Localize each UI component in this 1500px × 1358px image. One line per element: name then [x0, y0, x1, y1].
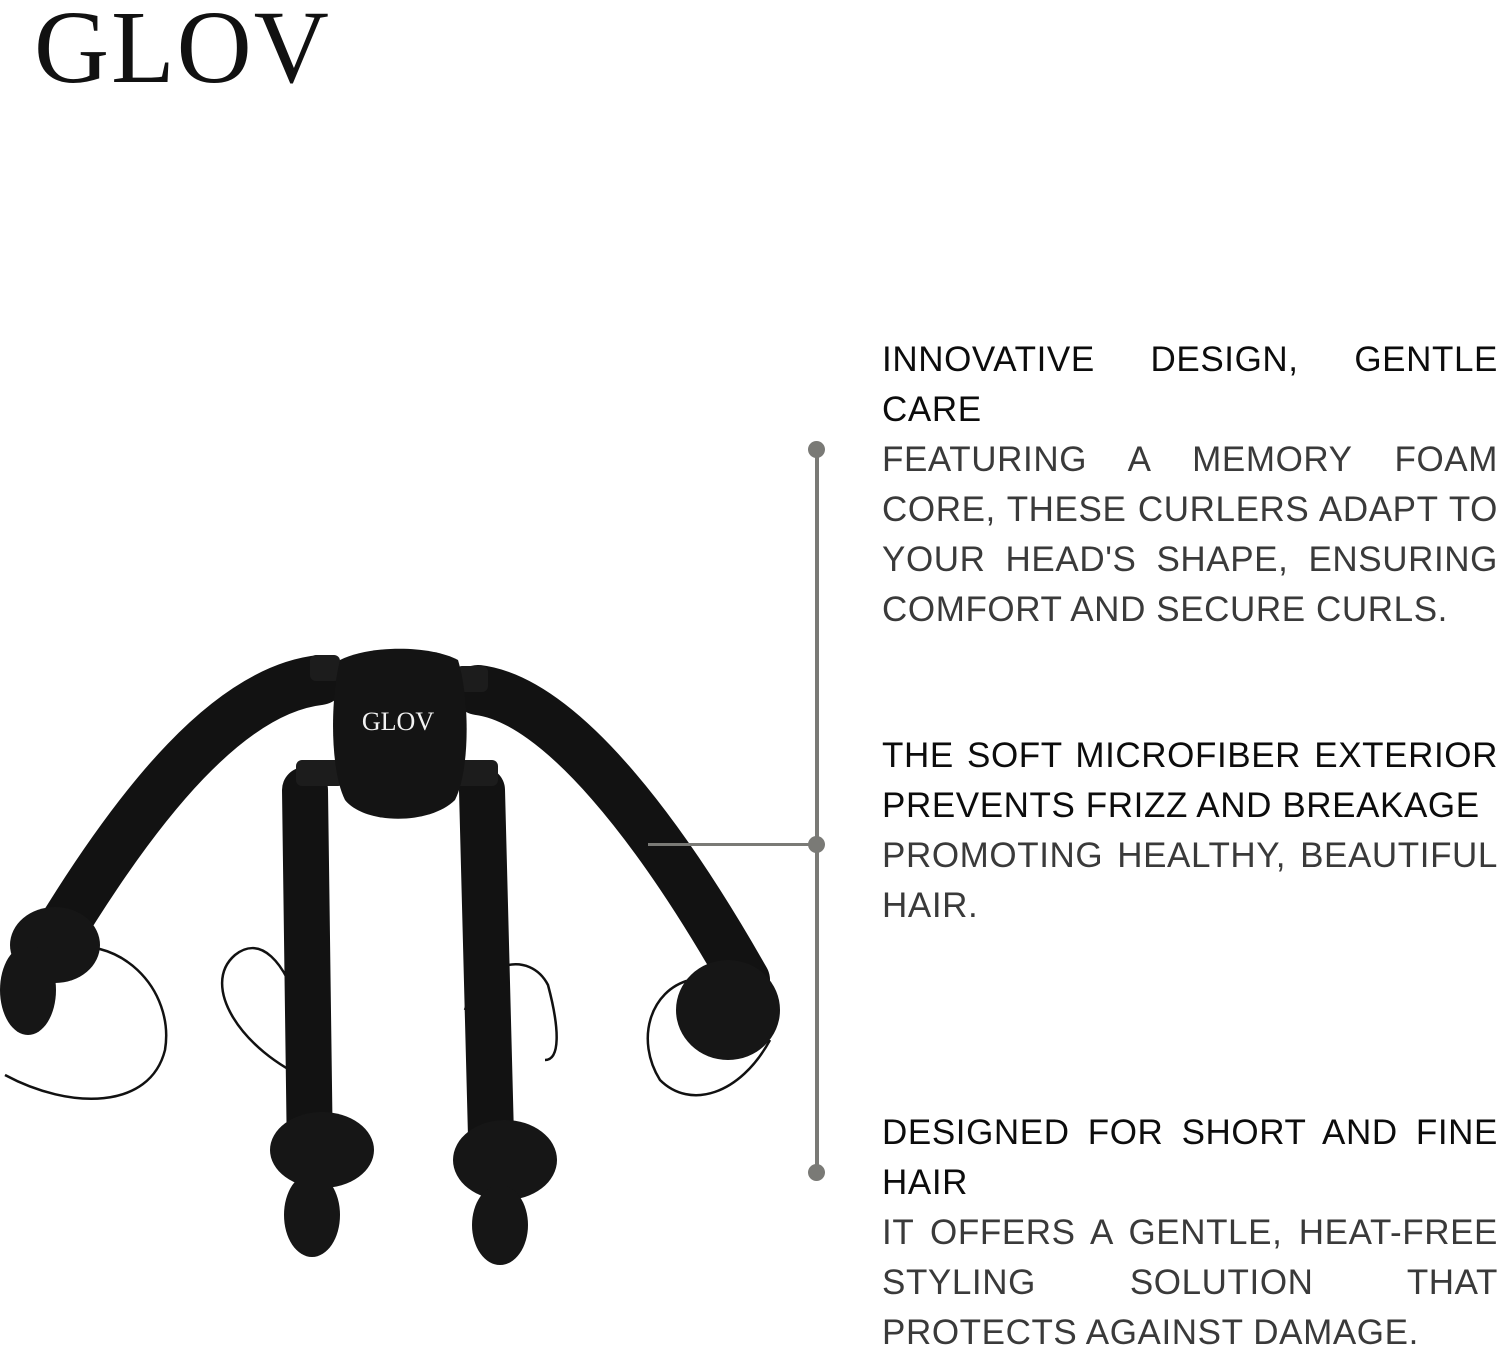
feature-heading: INNOVATIVE DESIGN, GENTLE CARE — [882, 340, 1498, 429]
connector-branch — [648, 843, 818, 846]
feature-heading: THE SOFT MICROFIBER EXTERIOR PREVENTS FRIZZ AND BREAKAGE — [882, 736, 1498, 825]
connector-dot-bottom — [808, 1164, 825, 1181]
feature-body: IT OFFERS A GENTLE, HEAT-FREE STYLING SOLUTION THAT PROTECTS AGAINST DAMAGE. — [882, 1213, 1498, 1352]
connector-dot-top — [808, 441, 825, 458]
brand-logo — [34, 0, 340, 105]
feature-body: FEATURING A MEMORY FOAM CORE, THESE CURLERS ADAPT TO YOUR HEAD'S SHAPE, ENSURING COMFORT AND SECURE CURLS. — [882, 440, 1498, 629]
feature-body: PROMOTING HEALTHY, BEAUTIFUL HAIR. — [882, 836, 1498, 925]
connector-dot-middle — [808, 836, 825, 853]
feature-block — [882, 731, 1498, 931]
feature-block — [882, 335, 1498, 635]
product-image — [0, 640, 800, 1280]
connector-line — [815, 448, 819, 1174]
product-imprint: GLOV — [361, 707, 435, 736]
feature-heading: DESIGNED FOR SHORT AND FINE HAIR — [882, 1113, 1498, 1202]
brand-logo-text: GLOV — [34, 0, 331, 105]
feature-block — [882, 1108, 1498, 1358]
